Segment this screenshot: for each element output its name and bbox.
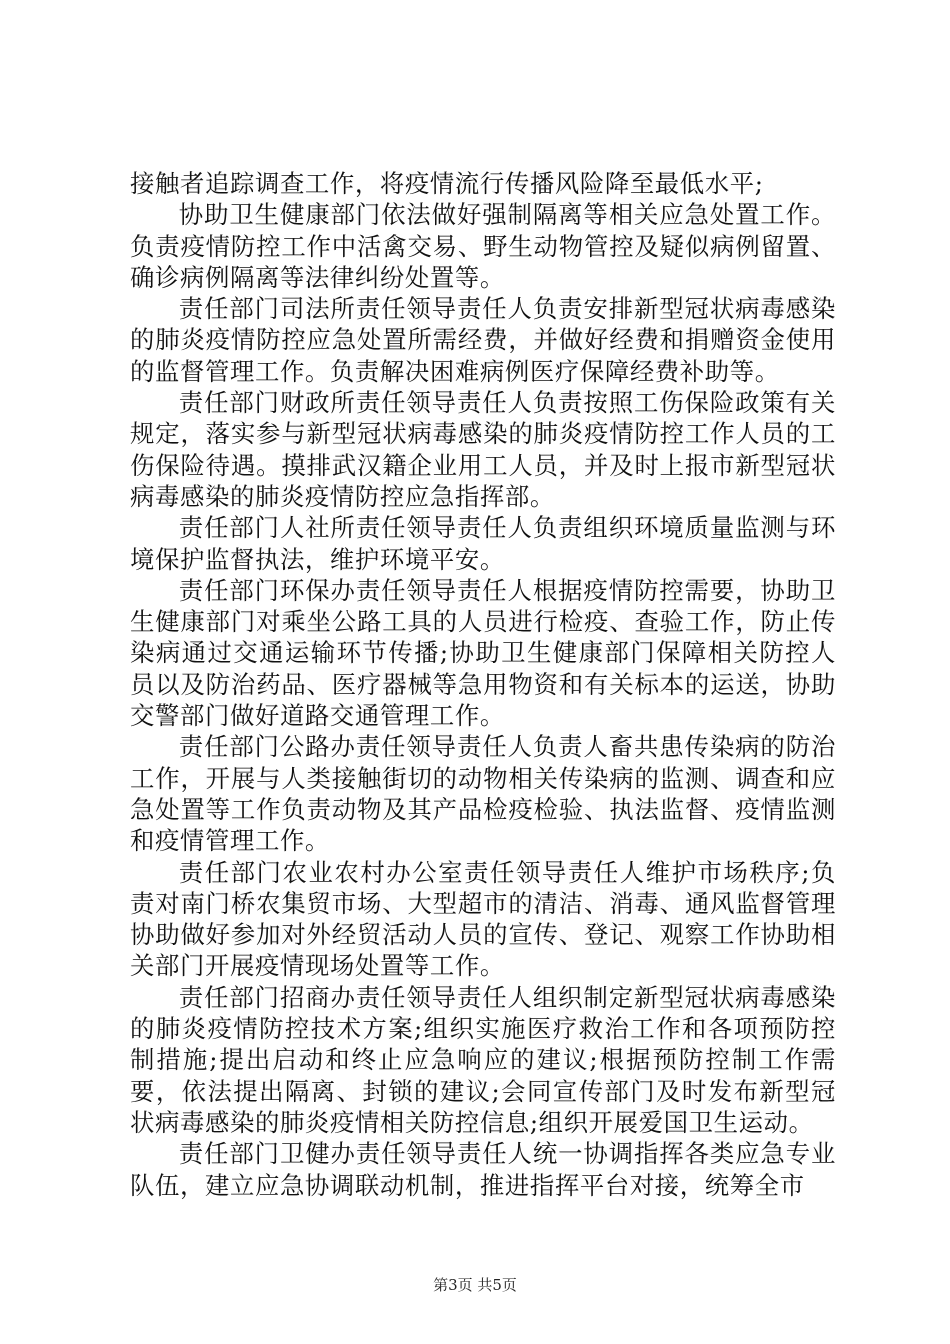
paragraph: 责任部门环保办责任领导责任人根据疫情防控需要，协助卫生健康部门对乘坐公路工具的人员进行检疫、查验工作，防止传染病通过交通运输环节传播;协助卫生健康部门保障相关防控人员以及防治药品、医疗器械等急用物资和有关标本的运送，协助交警部门做好道路交通管理工作。 [130, 575, 836, 731]
document-body [130, 168, 836, 1201]
paragraph: 责任部门司法所责任领导责任人负责安排新型冠状病毒感染的肺炎疫情防控应急处置所需经费，并做好经费和捐赠资金使用的监督管理工作。负责解决困难病例医疗保障经费补助等。 [130, 294, 836, 386]
paragraph: 接触者追踪调查工作，将疫情流行传播风险降至最低水平; [130, 169, 764, 198]
paragraph: 责任部门卫健办责任领导责任人统一协调指挥各类应急专业队伍，建立应急协调联动机制，推进指挥平台对接，统筹全市 [130, 1139, 836, 1200]
page-footer: 第3页 共5页 [433, 1276, 517, 1294]
paragraph: 责任部门招商办责任领导责任人组织制定新型冠状病毒感染的肺炎疫情防控技术方案;组织实施医疗救治工作和各项预防控制措施;提出启动和终止应急响应的建议;根据预防控制工作需要，依法提出隔离、封锁的建议;会同宣传部门及时发布新型冠状病毒感染的肺炎疫情相关防控信息;组织开展爱国卫生运动。 [130, 982, 836, 1137]
paragraph: 责任部门人社所责任领导责任人负责组织环境质量监测与环境保护监督执法，维护环境平安。 [130, 513, 836, 574]
paragraph: 协助卫生健康部门依法做好强制隔离等相关应急处置工作。负责疫情防控工作中活禽交易、野生动物管控及疑似病例留置、确诊病例隔离等法律纠纷处置等。 [130, 200, 836, 292]
paragraph: 责任部门公路办责任领导责任人负责人畜共患传染病的防治工作，开展与人类接触街切的动物相关传染病的监测、调查和应急处置等工作负责动物及其产品检疫检验、执法监督、疫情监测和疫情管理工作。 [130, 732, 836, 856]
paragraph: 责任部门农业农村办公室责任领导责任人维护市场秩序;负责对南门桥农集贸市场、大型超市的清洁、消毒、通风监督管理协助做好参加对外经贸活动人员的宣传、登记、观察工作协助相关部门开展疫情现场处置等工作。 [130, 857, 836, 981]
paragraph: 责任部门财政所责任领导责任人负责按照工伤保险政策有关规定，落实参与新型冠状病毒感染的肺炎疫情防控工作人员的工伤保险待遇。摸排武汉籍企业用工人员，并及时上报市新型冠状病毒感染的肺炎疫情防控应急指挥部。 [130, 388, 836, 511]
